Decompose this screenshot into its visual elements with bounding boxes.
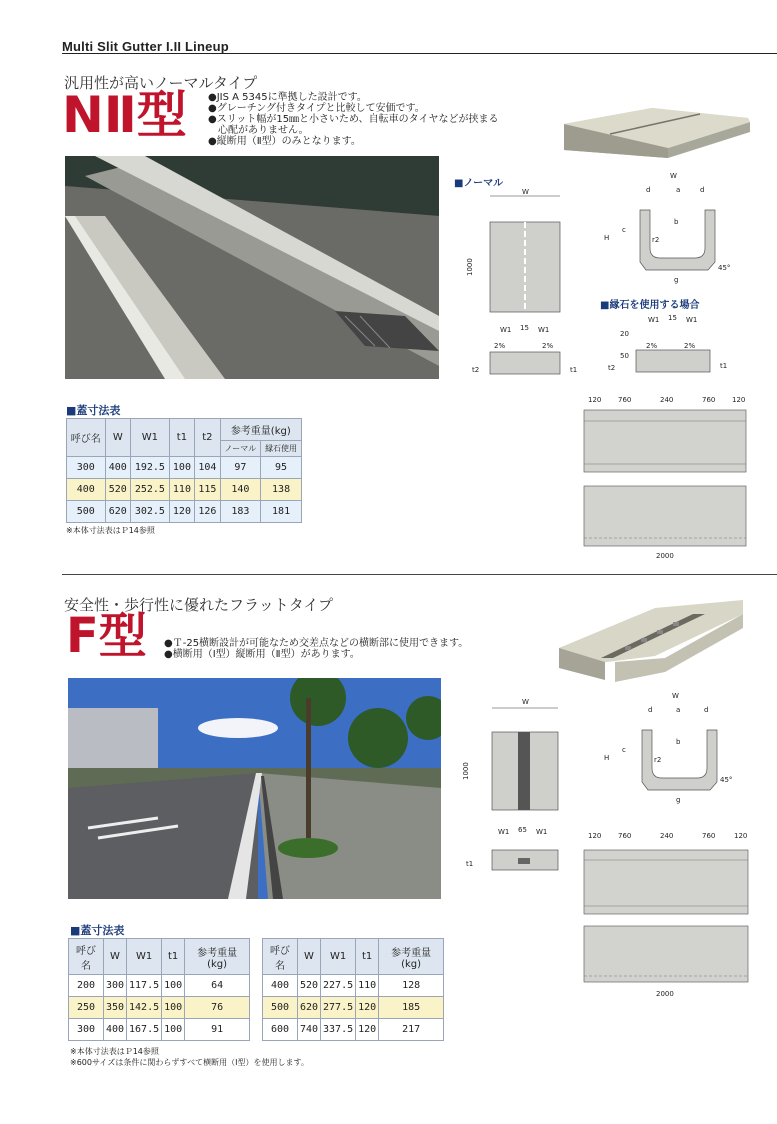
th: t1 [162, 939, 185, 975]
dim-w: W [672, 692, 679, 700]
nii-product-render [560, 62, 755, 162]
f-plan-diagram [462, 696, 572, 876]
dim-1000: 1000 [462, 762, 470, 780]
bullet: ●グレーチング付きタイプと比較して安価です。 [208, 103, 425, 114]
dim-d: d [648, 706, 653, 714]
th: 呼び名 [67, 419, 106, 457]
dim-pct: 2% [542, 342, 554, 350]
cell: 500 [263, 997, 298, 1019]
th-sub: ノーマル [220, 441, 261, 457]
dim-w: W [522, 188, 529, 196]
cell: 140 [220, 479, 261, 501]
cell: 100 [162, 975, 185, 997]
table-row [67, 479, 302, 501]
th: W [297, 939, 320, 975]
dim-plan: 760 [702, 832, 716, 840]
f-spec-table-right [262, 938, 444, 1041]
cell: 600 [263, 1019, 298, 1041]
dim-r2: r2 [652, 236, 660, 244]
f-table-title: ■蓋寸法表 [70, 924, 125, 937]
cell: 142.5 [127, 997, 162, 1019]
dim-plan: 760 [702, 396, 716, 404]
dim-t2: t2 [472, 366, 480, 374]
dim-t1: t1 [720, 362, 728, 370]
dim-curb50: 50 [620, 352, 629, 360]
cell: 97 [220, 457, 261, 479]
dim-2000: 2000 [656, 552, 674, 560]
diag-normal-label: ■ノーマル [454, 178, 504, 189]
section1-bullets [208, 92, 548, 147]
dim-slit: 15 [668, 314, 677, 322]
cell: 620 [297, 997, 320, 1019]
th: W1 [321, 939, 356, 975]
th: 参考重量(kg) [379, 939, 444, 975]
bullet: ●スリット幅が15㎜と小さいため、自転車のタイヤなどが挟まる [208, 114, 499, 125]
cell: 300 [103, 975, 126, 997]
cell: 520 [105, 479, 130, 501]
cell: 250 [69, 997, 104, 1019]
dim-plan: 120 [588, 396, 602, 404]
table-row [263, 975, 444, 997]
section2-bullets [164, 638, 524, 660]
dim-w1: W1 [686, 316, 698, 324]
dim-t2: t2 [608, 364, 616, 372]
nii-cross-section-diagram [600, 170, 740, 285]
nii-table-title: ■蓋寸法表 [66, 404, 121, 417]
nii-note: ※本体寸法表はＰ14参照 [66, 526, 155, 535]
cell: 400 [263, 975, 298, 997]
th: t1 [356, 939, 379, 975]
bullet: 心配がありません。 [208, 125, 309, 136]
table-row [67, 457, 302, 479]
table-row [69, 1019, 250, 1041]
cell: 115 [195, 479, 220, 501]
th: t2 [195, 419, 220, 457]
nii-plan-elevation-diagram [580, 394, 750, 564]
dim-b: b [674, 218, 679, 226]
cell: 500 [67, 501, 106, 523]
dim-g: g [676, 796, 681, 804]
cell: 100 [162, 997, 185, 1019]
cell: 740 [297, 1019, 320, 1041]
cell: 400 [67, 479, 106, 501]
cell: 200 [69, 975, 104, 997]
cell: 138 [261, 479, 302, 501]
note-line: ※本体寸法表はＰ14参照 [70, 1047, 159, 1056]
dim-plan: 240 [660, 832, 674, 840]
dim-w1: W1 [500, 326, 512, 334]
th: 呼び名 [69, 939, 104, 975]
dim-h: H [604, 234, 610, 242]
dim-c: c [622, 226, 626, 234]
cell: 302.5 [131, 501, 170, 523]
cell: 110 [169, 479, 194, 501]
cell: 277.5 [321, 997, 356, 1019]
dim-pct: 2% [494, 342, 506, 350]
header-title: Multi Slit Gutter I.II Lineup [62, 39, 229, 54]
cell: 400 [105, 457, 130, 479]
dim-g: g [674, 276, 679, 284]
cell: 95 [261, 457, 302, 479]
bullet: ●Ｔ-25横断設計が可能なため交差点などの横断部に使用できます。 [164, 638, 469, 649]
dim-t1: t1 [466, 860, 474, 868]
cell: 100 [169, 457, 194, 479]
th: W1 [127, 939, 162, 975]
dim-angle: 45° [718, 264, 731, 272]
cell: 91 [185, 1019, 250, 1041]
dim-b: b [676, 738, 681, 746]
f-installation-photo [68, 678, 441, 899]
cell: 64 [185, 975, 250, 997]
th: W [105, 419, 130, 457]
cell: 350 [103, 997, 126, 1019]
f-spec-table-left [68, 938, 250, 1041]
dim-w: W [670, 172, 677, 180]
dim-a: a [676, 186, 681, 194]
nii-installation-photo [65, 156, 439, 379]
cell: 76 [185, 997, 250, 1019]
dim-d: d [704, 706, 709, 714]
table-row [69, 997, 250, 1019]
dim-h: H [604, 754, 610, 762]
section-divider [62, 574, 777, 575]
cell: 252.5 [131, 479, 170, 501]
nii-spec-table [66, 418, 302, 523]
section1-subtitle: 汎用性が高いノーマルタイプ [64, 74, 258, 92]
dim-plan: 120 [588, 832, 602, 840]
f-cross-section-diagram [600, 690, 740, 805]
cell: 181 [261, 501, 302, 523]
section2-subtitle: 安全性・歩行性に優れたフラットタイプ [64, 596, 333, 614]
dim-w1: W1 [648, 316, 660, 324]
dim-curb20: 20 [620, 330, 629, 338]
cell: 104 [195, 457, 220, 479]
cell: 128 [379, 975, 444, 997]
dim-plan: 120 [734, 832, 748, 840]
cell: 120 [356, 997, 379, 1019]
cell: 183 [220, 501, 261, 523]
table-row [263, 997, 444, 1019]
cell: 520 [297, 975, 320, 997]
th: 参考重量(kg) [185, 939, 250, 975]
th: W [103, 939, 126, 975]
cell: 126 [195, 501, 220, 523]
cell: 300 [67, 457, 106, 479]
dim-slit: 15 [520, 324, 529, 332]
dim-pct: 2% [684, 342, 696, 350]
dim-d: d [646, 186, 651, 194]
diag-curb-label: ■縁石を使用する場合 [600, 300, 700, 311]
dim-plan: 760 [618, 832, 632, 840]
dim-angle: 45° [720, 776, 733, 784]
dim-w1: W1 [536, 828, 548, 836]
f-notes [70, 1046, 309, 1068]
section1-title: NⅡ型 [62, 86, 187, 144]
cell: 400 [103, 1019, 126, 1041]
dim-w1: W1 [538, 326, 550, 334]
bullet: ●JIS A 5345に準拠した設計です。 [208, 92, 367, 103]
dim-plan: 120 [732, 396, 746, 404]
dim-d: d [700, 186, 705, 194]
dim-pct: 2% [646, 342, 658, 350]
dim-1000: 1000 [466, 258, 474, 276]
bullet: ●縦断用（Ⅱ型）のみとなります。 [208, 136, 361, 147]
dim-c: c [622, 746, 626, 754]
th-sub: 縁石使用 [261, 441, 302, 457]
cell: 337.5 [321, 1019, 356, 1041]
section2-title: F型 [66, 608, 147, 664]
dim-slit: 65 [518, 826, 527, 834]
nii-normal-plan-diagram [462, 186, 582, 386]
cell: 110 [356, 975, 379, 997]
table-row [69, 975, 250, 997]
cell: 620 [105, 501, 130, 523]
nii-curb-diagram [600, 310, 740, 380]
th: 呼び名 [263, 939, 298, 975]
cell: 120 [356, 1019, 379, 1041]
cell: 185 [379, 997, 444, 1019]
dim-a: a [676, 706, 681, 714]
cell: 227.5 [321, 975, 356, 997]
th: t1 [169, 419, 194, 457]
cell: 192.5 [131, 457, 170, 479]
dim-plan: 760 [618, 396, 632, 404]
cell: 300 [69, 1019, 104, 1041]
dim-2000: 2000 [656, 990, 674, 998]
table-row [263, 1019, 444, 1041]
dim-t1: t1 [570, 366, 578, 374]
cell: 167.5 [127, 1019, 162, 1041]
f-product-render [555, 588, 747, 688]
cell: 100 [162, 1019, 185, 1041]
th: W1 [131, 419, 170, 457]
page-header [62, 36, 777, 54]
f-plan-elevation-diagram [580, 830, 752, 1000]
dim-r2: r2 [654, 756, 662, 764]
bullet: ●横断用（Ⅰ型）縦断用（Ⅱ型）があります。 [164, 649, 360, 660]
cell: 217 [379, 1019, 444, 1041]
cell: 120 [169, 501, 194, 523]
dim-plan: 240 [660, 396, 674, 404]
table-row [67, 501, 302, 523]
dim-w1: W1 [498, 828, 510, 836]
note-line: ※600サイズは条件に関わらずすべて横断用（Ⅰ型）を使用します。 [70, 1058, 309, 1067]
th: 参考重量(kg) [220, 419, 301, 441]
dim-w: W [522, 698, 529, 706]
cell: 117.5 [127, 975, 162, 997]
